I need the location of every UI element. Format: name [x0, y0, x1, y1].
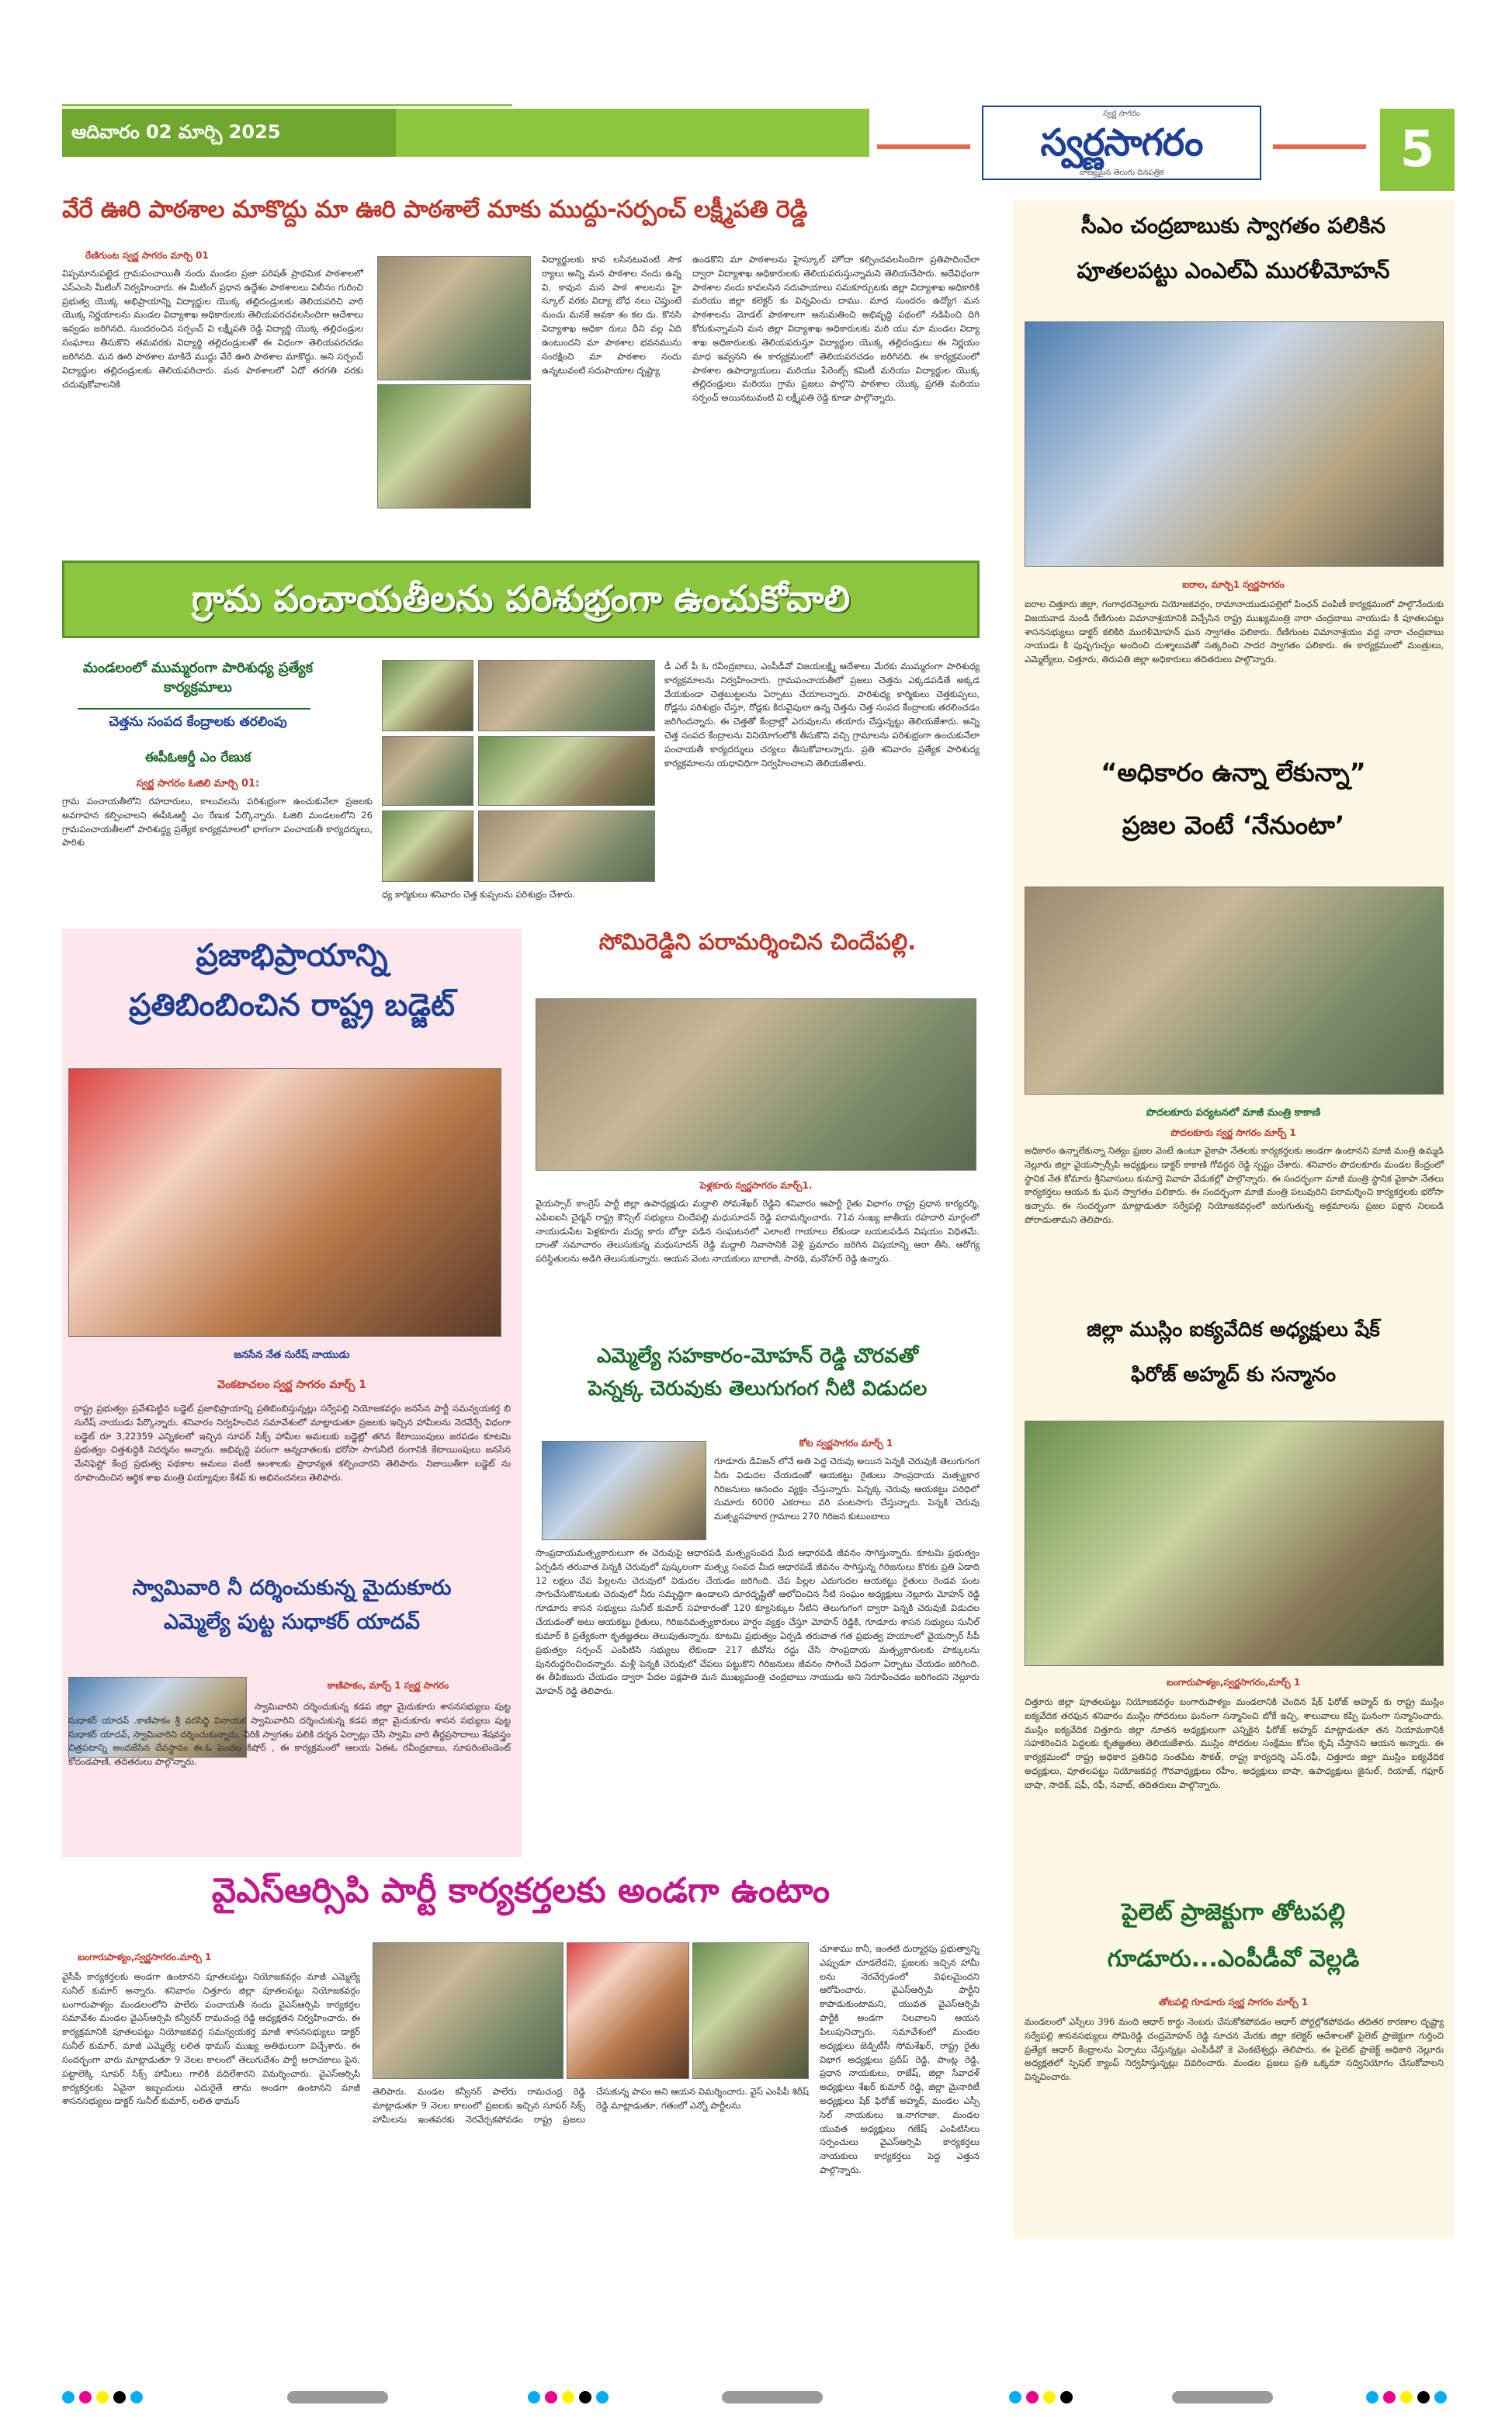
header-divider-left — [877, 144, 970, 149]
story2-dateline: స్వర్ణ సాగరం ఓజిలి మార్చి 01: — [136, 778, 260, 790]
banner-headline: గ్రామ పంచాయతీలను పరిశుభ్రంగా ఉంచుకోవాలి — [191, 578, 851, 620]
story3-photo — [68, 1068, 501, 1337]
story7-photo-2 — [567, 1942, 689, 2079]
right4-dateline: తోటపల్లి గూడూరు స్వర్ణ సాగరం మార్చ్ 1 — [1158, 1997, 1309, 2008]
issue-date: ఆదివారం 02 మార్చి 2025 — [71, 121, 281, 143]
story7-photo-caption: తెలిపారు. మండల కన్వీనర్ పాలేరు రామచంద్ర రెడ్డి మాట్లాడుతూ 9 నెలల కాలంలో ప్రజలకు ఇచ్చిన సూపర్ సిక్స్ హామీలను ఇంతవరకు నెరవేర్చకపోవడం రాష్ట్ర ప్రజలు చేసుకున్న పాపం అని ఆయన విమర్శించారు. వైస్ ఎంపీపీ శిరీష్ రెడ్డి మాట్లాడుతూ, గతంలో ఎన్నో పార్టీలను — [373, 2086, 809, 2125]
header-top-rule — [62, 104, 512, 106]
story3-headline-2: ప్రతిబింబించిన రాష్ట్ర బడ్జెట్ — [129, 987, 455, 1023]
story2-rule — [78, 708, 310, 710]
logo-text: స్వర్ణసాగరం — [1040, 121, 1203, 165]
story2-photo-3 — [382, 736, 473, 806]
story7-dateline: బంగారుపాళ్యం,స్వర్ణసాగరం.మార్చి 1 — [78, 1952, 212, 1963]
story5-body: వైయస్సార్ కాంగ్రెస్ పార్టీ జిల్లా ఉపాధ్యక్షుడు మద్దాలి సోమశేఖర్ రెడ్డిని శనివారం ఆపార్టీ రైతు విభాగం రాష్ట్ర ప్రధాన కార్యదర్శి, ఎపిఐఐసి చైర్మన్ రాష్ట్ర కౌన్సిల్ సభ్యులు చిందేపల్లి మధుసూదన్ రెడ్డి పరామర్శించారు. 71వ సంఖ్య జాతీయ రహదారి మార్గంలో నాయుడుపేట పెళ్లకూరు మధ్య కారు బోల్తా పడిన సంఘటనలో ఎలాంటి గాయాలు లేకుండా బయటపడిన విషయం విధితమే. దాంతో సమాచారం తెలుసుకున్న మధుసూదన్ రెడ్డి మద్దాలి నివాసానికి వెళ్లి ప్రమాదం జరిగిన విషయాన్ని ఆరా తీసి, ఆరోగ్య పరిస్థితులను అడిగి తెలుసుకున్నారు. ఆయన వెంట నాయకులు బాలాజీ, సారథి, మనోహర్ రెడ్డి ఉన్నారు. — [536, 1198, 980, 1265]
right1-dateline: ఐరాల, మార్చి1 స్వర్ణసాగరం — [1182, 579, 1285, 590]
story4-dateline: కాణిపాకం, మార్చ్ 1 స్వర్ణ సాగరం — [327, 1680, 449, 1691]
story7-headline: వైఎస్ఆర్సిపి పార్టీ కార్యకర్తలకు అండగా ఉంటాం — [211, 1871, 831, 1911]
right3-photo — [1025, 1421, 1444, 1666]
story3-caption: జనసేన నేత సురేష్ నాయుడు — [234, 1349, 350, 1361]
story1-body-right: ఉండకొని మా పాఠశాలను హైస్కూల్ హోదా కల్పించవలసిందిగా ప్రతిపాదించేలా ద్వారా విద్యాశాఖ అధికారులకు తెలియపరుస్తున్నామని తెలియచేసారు. అదేవిధంగా పాఠశాల నందు కావలసిన సదుపాయాలు సమకూర్చుటకు జిల్లా విద్యాశాఖ అధికారికి మరియు జిల్లా కలెక్టర్ కు విన్నవించు దాము. మాధ సుందరం ఉద్యోగ మన పాఠశాలను మోడల్ పాఠశాలగా అనుమతించి అభివృద్ధి పథంలో నడిపించి దిగి కోరుకున్నామని మన జిల్లా విద్యాశాఖ అధికారులకు మరి యు మా మండల విద్యా శాఖ అధికారులకు తెలియపరుస్తూ విద్యార్థుల యొక్క తల్లిదండ్రులు ఈ నిర్ణయం మాధ ఇవ్వనని ఈ కార్యక్రమంలో తెలియపరచడం జరిగినది. ఈ కార్యక్రమంలో పాఠశాల ఉపాధ్యాయులు మరియు పేరెంట్స్ కమిటీ మరియు విద్యార్థుల యొక్క తల్లిదండ్రులు మరియు గ్రామ ప్రజలు పాల్గొని పాఠశాల యొక్క ప్రగతి మరియు సర్పంచ్ అయినటువంటి వి లక్ష్మీపతి రెడ్డి కూడా పాల్గొన్నారు. — [692, 254, 980, 404]
right3-dateline: బంగారుపాళ్యం,స్వర్ణసాగరం,మార్చ్ 1 — [1166, 1677, 1301, 1688]
right4-headline-1: పైలెట్ ప్రాజెక్టుగా తోటపల్లి — [1121, 1899, 1345, 1926]
right2-body: అధికారం ఉన్నాలేకున్నా నిత్యం ప్రజల వెంటే ఉంటూ వైకాపా నేతలకు కార్యకర్తలకు అండగా ఉంటానని మాజీ మంత్రి ఉమ్మడి నెల్లూరు జిల్లా వైయస్సార్సీపి అధ్యక్షులు డాక్టర్ కాకాణి గోవర్ధన రెడ్డి స్పష్టం చేశారు. శనివారం పొదలకూరు మండల కేంద్రంలో స్థానిక నేత కోమారు శ్రీనివాసులు కుమార్తె వివాహ వేడుకల్లో పాల్గొన్నారు. ఈ సందర్భంగా మాజీ మంత్రి స్థానిక వైకాపా నేతలు కార్యకర్తలు ఆయన కు ఘన స్వాగతం పలికారు. ఈ సందర్భంగా మాజీ మంత్రి పలువురిని పరామర్శించి కార్యకర్తలకు భరోసా ఇచ్చారు. ఈ సందర్భంగా మాట్లాడుతూ సర్వేపల్లి నియోజకవర్గంలో జరుగుతున్న అక్రమాలను ప్రజల పక్షాన నిలబడి పోరాడుతామని తెలిపారు. — [1025, 1145, 1444, 1226]
story1-body-left: విప్పమానుపట్టెడ గ్రామపంచాయితీ నందు మండల ప్రజా పరిషత్ ప్రాథమిక పాఠశాలలో ఎస్‌ఎంసి మీటింగ్ నిర్వహించారు. ఈ మీటింగ్ ప్రధాన ఉద్దేశం పాఠశాలలు విలీనం గురించి ప్రభుత్వ యొక్క అభిప్రాయాన్ని విద్యార్థుల యొక్క తల్లిదండ్రులకు తెలియపరిచి వారి యొక్క నిర్ణయాలను మండల విద్యాశాఖ అధికారులకు తెలియపరచవలసిందిగా ఆదేశాలు ఇవ్వడం జరిగినది. సుందరంచిన సర్పంచ్ వి లక్ష్మీపతి రెడ్డి విద్యార్థి యొక్క తల్లిదండ్రుల సంఘాలు తీసుకొని తమవరకు విద్యార్థి తల్లిదండ్రులతో ఈ విధంగా తెలియపరచడం జరిగినది. మన ఊరి పాఠశాల మాకిదే ముద్దు వేరే ఊరి పాఠశాల మాకొద్దు. అని సర్పంచ్ విద్యార్థుల తల్లిదండ్రులకు తెలియపరిచారు. మన పాఠశాలలో ఏదో తరగతి వరకు చదువుకోవాలనికి — [62, 268, 363, 390]
right3-headline-1: జిల్లా ముస్లిం ఐక్యవేదిక అధ్యక్షులు షేక్ — [1087, 1318, 1380, 1341]
story5-dateline: పెళ్లకూరు స్వర్ణసాగరం మార్చ్1. — [699, 1180, 813, 1191]
story6-body-top: గూడూరు డివిజన్ లోనే అతి పెద్ద చెరువు అయిన పెన్నకి చెరువుకి తెలుగుగంగ నీరు విడుదల చేయడంతో ఆయకట్టు రైతులు సాంప్రదాయ మత్స్యకార గిరిజనులు ఆనందం వ్యక్తం చేస్తున్నారు. పెన్నక్క చెరువు ఆయకట్టు పరిధిలో సుమారు 6000 ఎకరాలు వరి పంటసాగు చేస్తున్నారు. పెన్నకి చెరువు మత్స్యసహకార గ్రామాలు 270 గిరిజన కుటుంబాలు — [714, 1456, 980, 1522]
right3-headline-2: ఫిరోజ్ అహ్మద్ కు సన్మానం — [1130, 1363, 1336, 1387]
page-number: 5 — [1380, 109, 1455, 191]
story6-headline-1: ఎమ్మెల్యే సహకారం-మోహన్ రెడ్డి చొరవతో — [597, 1345, 918, 1368]
right1-photo — [1025, 321, 1444, 567]
story2-photo-6 — [478, 810, 655, 882]
story6-body: సాంప్రదాయమత్స్యకారులుగా ఈ చెరువుపై ఆధారపడి మత్స్యసంపద మీద ఆధారపడి జీవనం సాగిస్తున్నారు. కూటమి ప్రభుత్వం ఏర్పడిన తరువాత పెన్నకి చెరువులో పుష్కలంగా మత్స్య సంపద మీద ఆధారపడే జీవనం సాగిస్తున్న గిరిజనులు కొరకు ప్రతి ఏడాది 12 లక్షలు చేప పిల్లలను చెరువులో విడుదల చేయడం జరిగింది. చేప పిల్లల ఎదుగుదల ఆయకట్టు రైతులు రెండవ పంట సాగుచేసుకొనుటకు చెరువులో నీరు సమృద్ధిగా ఉండాలని దూరదృష్టితో ఆలోచించిన నీటి సంఘం అధ్యక్షులు నెల్లూరు మోహన్ రెడ్డి గూడూరు శాసన సభ్యులు సునీల్ కుమార్ సహకారంతో 120 క్యూసెక్కుల నీటిని తెలుగుగంగ ద్వారా పెన్నకి చెరువుకి విడుదల చేయడంతో అటు ఆయకట్టు రైతులు, గిరిజనమత్స్యకారులు హర్షం వ్యక్తం చేస్తూ మోహన్ రెడ్డికి, గూడూరు శాసన సభ్యులు సునీల్ కుమార్ కి ప్రత్యేకంగా కృతజ్ఞతలు తెలుపుతున్నారు. కూటమి ప్రభుత్వం ఏర్పడి తరువాత గత ప్రభుత్వ హయాంలో వైయస్సార్ సీపీ ప్రభుత్వం సర్పంచ్ ఎంపిటిసి సభ్యులు లేకుండా 217 జీవోను రద్దు చేసి సాంప్రదాయ మత్స్యకారులకు హక్కులను పునరుద్ధరించిందన్నారు. మళ్లీ పెన్నకి చెరువులో చేపలు పట్టుకొని గిరిజనులు జీవనం సాగించే విధంగా ఏర్పాటు చేయడం జరిగింది. ఈ తీపికబురు చేయడం ద్వారా పేదల పక్షపాతి మన ముఖ్యమంత్రి చంద్రబాబు నాయుడు అని నిరూపించడం జరిగిందని నెల్లూరు మోహన్ రెడ్డి తెలిపారు. — [536, 1547, 980, 1697]
story1-headline: వేరే ఊరి పాఠశాల మాకొద్దు మా ఊరి పాఠశాలే మాకు ముద్దు-సర్పంచ్ లక్ష్మీపతి రెడ్డి — [62, 196, 807, 224]
story1-body-mid: విద్యార్థులకు కావ లసినటువంటి సౌక ర్యాలు అన్ని మన పాఠశాల నందు ఉన్న వి, కావున మన పాఠ శాలలను హై స్కూల్ వరకు విద్యా బోధ నలు చెప్తుంటే నుంచు మనకే అవకా శం కల దు. కొనసి విద్యాశాఖ అధికా రులు దీని వల్ల ఏది ఉంటుందని మా పాఠశాల భవనమును సంరక్షించి మా పాఠశాల నందు ఉన్నటువంటి సదుపాయాల దృష్ట్యా — [542, 254, 681, 376]
story6-dateline: కోట స్వర్ణసాగరం మార్చ్ 1 — [799, 1438, 893, 1449]
logo-tagline-top: స్వర్ణ సాగరం — [1103, 109, 1140, 118]
story2-photo-2 — [478, 660, 655, 731]
story2-body-right: డీ ఎల్ పీ ఓ రవీంద్రబాబు, ఎంపీడీవో విజయలక్ష్మి ఆదేశాలు మేరకు ముమ్మరంగా పారిశుధ్య కార్యక్రమాలను నిర్వహించారు. గ్రామపంచాయతీలో ప్రజలు చెత్తను ఎక్కడపడితే అక్కడ వేయకుండా చెత్తబుట్టలను ఏర్పాటు చేయాలన్నారు. పారిశుధ్య కార్మికులు చెత్తకుప్పలు, రోడ్లను పరిశుభ్రం చేస్తూ, రోడ్లకు కిరువైపులా ఉన్న చెత్తను చెత్త సంపద కేంద్రాలకు తరలించడం జరిగిందన్నారు. ఈ చెత్తతో కేంద్రాల్లో ఎరువులను తయారు చేస్తున్నట్టు తెలియజేశారు. అన్ని చెత్త సంపద కేంద్రాలను వినియోగంలోకి తీసుకొని వచ్చి గ్రామాలను పరిశుభ్రంగా ఉంచుకునేలా పంచాయతీ కార్యదర్శులు చర్యలు తీసుకోవాలన్నారు. ప్రతి శనివారం ప్రత్యేక పారిశుద్య కార్యక్రమాలను యధావిధిగా నిర్వహించాలని తెలియజేశారు. — [664, 661, 980, 769]
story2-photo-caption: ధ్య కార్మికులు శనివారం చెత్త కుప్పలను పరిశుభ్రం చేశారు. — [382, 889, 576, 900]
story3-headline-1: ప్రజాభిప్రాయాన్ని — [196, 938, 388, 974]
story2-photo-1 — [382, 660, 473, 731]
story6-headline-2: పెన్నక్క చెరువుకు తెలుగుగంగ నీటి విడుదల — [588, 1377, 928, 1400]
right2-headline-1: “అధికారం ఉన్నా లేకున్నా” — [1101, 758, 1366, 787]
logo-tagline: నాణ్యమైన తెలుగు దినపత్రిక — [1079, 168, 1164, 177]
story7-body-left: వైసీపీ కార్యకర్తలకు అండగా ఉంటానని పూతలపట్టు నియోజకవర్గం మాజీ ఎమ్మెల్యే సునీల్ కుమార్ అన్నారు. శనివారం చిత్తూరు జిల్లా పూతలపట్టు నియోజకవర్గం బంగారుపాళ్యం మండలంలోని పాలేరు పంచాయతీ నందు వైఎస్ఆర్సిపి కార్యకర్తల సమావేశం మండల వైఎస్ఆర్సిపి కన్వీనర్ రామచంద్ర రెడ్డి అధ్యక్షతన నిర్వహించారు. ఈ కార్యక్రమానికి పూతలపట్టు నియోజకవర్గ సమన్వయకర్త మాజీ శాసనసభ్యులు డాక్టర్ సునీల్ కుమార్, మాజీ ఎమ్మెల్యే లలిత థామస్ ముఖ్య అతిథులుగా విచ్చేశారు. ఈ సందర్భంగా వారు మాట్లాడుతూ 9 నెలల కాలంలో తెలుగుదేశం పార్టీ అరాచకాలు పైన, పట్టాలెక్కి సూపర్ సిక్స్ హామీలు గాలికి వదిలేశారని విమర్శించారు. వైఎస్ఆర్సిపి కార్యకర్తలకు ఏవైనా ఇబ్బందులు ఎదురైతే తాను అండగా ఉంటానని మాజీ శాసనసభ్యులు డాక్టర్ సునీల్ కుమార్, లలిత థామస్ — [62, 1971, 360, 2107]
story6-photo — [542, 1441, 706, 1540]
story2-subhead-1: మండలంలో ముమ్మరంగా పారిశుధ్య ప్రత్యేక కార్యక్రమాలు — [82, 660, 314, 696]
story1-photo-2 — [377, 384, 531, 508]
right3-body: చిత్తూరు జిల్లా పూతలపట్టు నియోజకవర్గం బంగారుపాళ్యం మండలానికి చెందిన షేక్ ఫిరోజ్ అహ్మద్ కు రాష్ట్ర ముస్లిం ఐక్యవేదిక తరఫున శనివారం ముస్లిం సోదరులు ఘనంగా సన్మానించి బోకే ఇచ్చి, శాలువాలు కప్పి ఘనంగా సన్మానించారు. ముస్లిం ఐక్యవేదిక చిత్తూరు జిల్లా నూతన అధ్యక్షులుగా ఎన్నికైన ఫిరోజ్ అహ్మద్ మాట్లాడుతూ తన నియామకానికి సహకరించిన పెద్దలకు కృతజ్ఞతలు తెలియజేశారు. ముస్లిం సోదరుల సంక్షేమం కోసం కృషి చేస్తానని ఆయన అన్నారు. ఈ కార్యక్రమంలో రాష్ట్ర అధికార ప్రతినిధి సంతపేట సౌకత్, రాష్ట్ర కార్యదర్శి ఎస్.రఫీ, చిత్తూరు జిల్లా ముస్లిం ఐక్యవేదిక అధ్యక్షులు, పూతలపట్టు నియోజకవర్గ గౌరవాధ్యక్షులు రహీం, అధ్యక్షులు బాషా, ఉపాధ్యక్షులు జైనుల్, రియాజ్, గఫూర్ బాషా, సాదిక్, షఫీ, రఫీ, నవాబ్, తదితరులు పాల్గొన్నారు. — [1025, 1696, 1444, 1790]
story5-headline: సోమిరెడ్డిని పరామర్శించిన చిందేపల్లి. — [598, 928, 917, 955]
right2-headline-2: ప్రజల వెంటే ‘నేనుంటా’ — [1122, 810, 1345, 840]
right2-dateline: పొదలకూరు స్వర్ణ సాగరం మార్చ్ 1 — [1170, 1127, 1296, 1138]
story3-dateline: వెంకటాచలం స్వర్ణ సాగరం మార్చ్ 1 — [217, 1379, 366, 1391]
right1-body: ఐరాల చిత్తూరు జిల్లా, గంగాధరనెల్లూరు నియోజకవర్గం, రామానాయుడుపల్లెలో పింఛన్ పంపిణీ కార్యక్రమంలో పాల్గొనేందుకు విజయవాడ నుండి రేణిగుంట విమానాశ్రయానికి విచ్చేసిన రాష్ట్ర ముఖ్యమంత్రి నారా చంద్రబాబు నాయుడు కి పూతలపట్టు శాసనసభ్యులు డాక్టర్ కలికిరి మురళీమోహన్ ఘన స్వాగతం పలికారు. రేణిగుంట విమానాశ్రయం వద్ద నారా చంద్రబాబు నాయుడు కి పుష్పగుచ్ఛం అందించి దుశ్శాలువతో సత్కరించి సాదర స్వాగతం పలికారు. ఈ కార్యక్రమంలో మంత్రులు, ఎమ్మెల్యేలు, చిత్తూరు, తిరుపతి జిల్లా అధికారులు తదితరులు పాల్గొన్నారు. — [1025, 599, 1444, 665]
story2-photo-4 — [478, 736, 655, 806]
story2-byline: ఈపీఓఆర్డీ ఎం రేణుక — [144, 750, 251, 765]
story5-photo — [536, 998, 976, 1171]
right1-headline-1: సీఎం చంద్రబాబుకు స్వాగతం పలికిన — [1081, 213, 1385, 238]
story4-headline-2: ఎమ్మెల్యే పుట్ట సుధాకర్ యాదవ్ — [164, 1610, 420, 1634]
story7-photo-3 — [692, 1942, 809, 2079]
story7-photo-1 — [373, 1942, 564, 2079]
story3-body: రాష్ట్ర ప్రభుత్వం ప్రవేశపెట్టిన బడ్జెట్ ప్రజాభిప్రాయాన్ని ప్రతిబింబిస్తున్నట్లు సర్వేపల్లి నియోజకవర్గం జనసేన పార్టీ సమన్వయకర్త బి సురేష్ నాయుడు పేర్కొన్నారు. శనివారం నిర్వహించిన సమావేశంలో మాట్లాడుతూ ప్రజలకు ఇచ్చిన హామీలను నెరవేర్చే విధంగా బడ్జెట్ రూ 3,22359 ఎన్నికలలో ఇచ్చిన సూపర్ సిక్స్ హామీల అమలుకు బడ్జెట్లో తగిన కేటాయింపులు జరపడం కూటమి ప్రభుత్వం చిత్తశుద్ధికి నిదర్శనం అన్నారు. అభివృద్ధి పరంగా అన్నదాతలకు భరోసా సాగునీటి రంగానికి కేటాయింపులు జనసేన మేనిఫెస్టో కేంద్ర ప్రభుత్వ పథకాల అమలు వంటి అంశాలకు ప్రాధాన్యత కల్పించారని తెలిపారు. నిజాయితీగా బడ్జెట్ ను రూపొందించిన ఆర్థిక శాఖ మంత్రి పయ్యావుల కేశవ్ కు అభినందనలు తెలిపారు. — [75, 1403, 511, 1484]
right4-headline-2: గూడూరు...ఎంపీడీవో వెల్లడి — [1107, 1945, 1360, 1973]
right1-headline-2: పూతలపట్టు ఎంఎల్ఏ మురళీమోహన్ — [1077, 258, 1390, 283]
story1-photo-1 — [377, 256, 531, 380]
story4-headline-1: స్వామివారి నీ దర్శించుకున్న మైదుకూరు — [132, 1576, 452, 1600]
story4-body: స్వామివారిని దర్శించుకున్న కడప జిల్లా మైదుకూరు శాసనసభ్యులు పుట్ట సుధాకర్ యాదవ్ .కాణిపాకం శ్రీ వరసిద్ధి వినాయక స్వామివారిని దర్శించుకున్న కడప జిల్లా మైదుకూరు శాసన సభ్యులు పుట్ట సుధాకర్ యాదవ్, స్వామివారిని దర్శించుకున్నారు, వీరికి స్వాగతం పలికి దర్శన ఏర్పాట్లు చేసి స్వామి వారి తీర్థప్రసాదాలు శేషవస్త్రం చిత్రపటాన్ని అందజేసిన దేవస్థానం ఈ.ఓ పెంచల కిషోర్ , ఈ కార్యక్రమంలో ఆలయ ఏఈఓ రవీంద్రబాబు, సూపరింటెండెంట్ కోదండపాణి, తదితరులు పాల్గొన్నారు. — [68, 1701, 511, 1768]
story2-body-left: గ్రామ పంచాయతీలోని రహదారులు, కాలువలను పరిశుభ్రంగా ఉంచుకునేలా ప్రజలకు అవగాహన కల్పించాలని ఈపీఓఆర్డీ ఎం రేణుక పేర్కొన్నారు. ఓజిలి మండలంలోని 26 గ్రామపంచాయతీలలో పారిశుద్ధ్య ప్రత్యేక కార్యక్రమాలలో భాగంగా పంచాయతీ కార్యదర్శులు, పారిశు — [62, 796, 373, 849]
right2-photo — [1025, 887, 1444, 1095]
header-divider-right — [1273, 144, 1366, 149]
right2-caption: పొదలకూరు పర్యటనలో మాజీ మంత్రి కాకాణి — [1146, 1107, 1321, 1119]
story1-dateline: రేణిగుంట స్వర్ణ సాగరం మార్చి 01 — [85, 250, 209, 261]
story2-subhead-2: చెత్తను సంపద కేంద్రాలకు తరలింపు — [109, 714, 287, 730]
story7-body-right: చూశాము కానీ, ఇంతటి దుర్మార్గపు ప్రభుత్వాన్ని ఎప్పుడూ చూడలేదని, ప్రజలకు ఇచ్చిన హామీ లను నెరవేర్చడంలో విఫలమైందని ఆరోపించారు. వైఎస్ఆర్సిపి పార్టీని కాపాడుకుంటామని, యువత వైఎస్ఆర్సిపి పార్టీకి అండగా నిలవాలని ఆయన పిలుపునిచ్చారు. సమావేశంలో మండల అధ్యక్షులు జెడ్పిటీసీ సోమశేఖర్, రాష్ట్ర రైతు విభాగ అధ్యక్షులు ప్రదీప్ రెడ్డి, పాంట్ల రెడ్డి, ప్రధాన నాయకులు, రాజేష్, జిల్లా సేవాదళ్ అధ్యక్షులు శేఖర్ కుమార్ రెడ్డి, జిల్లా మైనారిటీ అధ్యక్షులు షేక్ ఫిరోజ్ అహ్మద్, మండల ఎస్సీ సెల్ నాయకులు ఇ.నాగరాజు, మండల యువత అధ్యక్షులు గణేష్ ఎంపిటిసిలు సర్పంచులు వైఎస్ఆర్సిపి కార్యకర్తలు నాయకులు కార్యకర్తలు పెద్ద ఎత్తున పాల్గొన్నారు. — [820, 1943, 980, 2175]
story2-photo-5 — [382, 810, 473, 882]
right4-body: మండలంలో ఎస్సీలు 396 మంది ఆధార్ కార్డు నెంబరు చేసుకోకపోవడం ఆధార్ పోర్టల్లోకపోవడం తదితర కారణాల దృష్ట్యా సర్వేపల్లి శాసనసభ్యులు సోమిరెడ్డి చంద్రమోహన్ రెడ్డి సూచన మేరకు జిల్లా కలెక్టర్ ఆదేశాలతో పైలెట్ ప్రాజెక్టుగా గుర్తించి ప్రత్యేక ఆధార్ కేంద్రాలను ఏర్పాటు చేస్తున్నట్లు ఎంపీడీవో కె వెంకటేశ్వర్లు తెలిపారు. ఈ పైలెట్ ప్రాజెక్ట్ అధికారి నెల్లూరు అధ్యక్షతలో స్పెషల్ క్యాంప్ నిర్వహిస్తున్నట్లు వివరించారు. మండల ప్రజలు ప్రతి ఒక్కరూ సద్వినియోగం చేసుకోవాలని విన్నవించారు. — [1025, 2016, 1444, 2083]
